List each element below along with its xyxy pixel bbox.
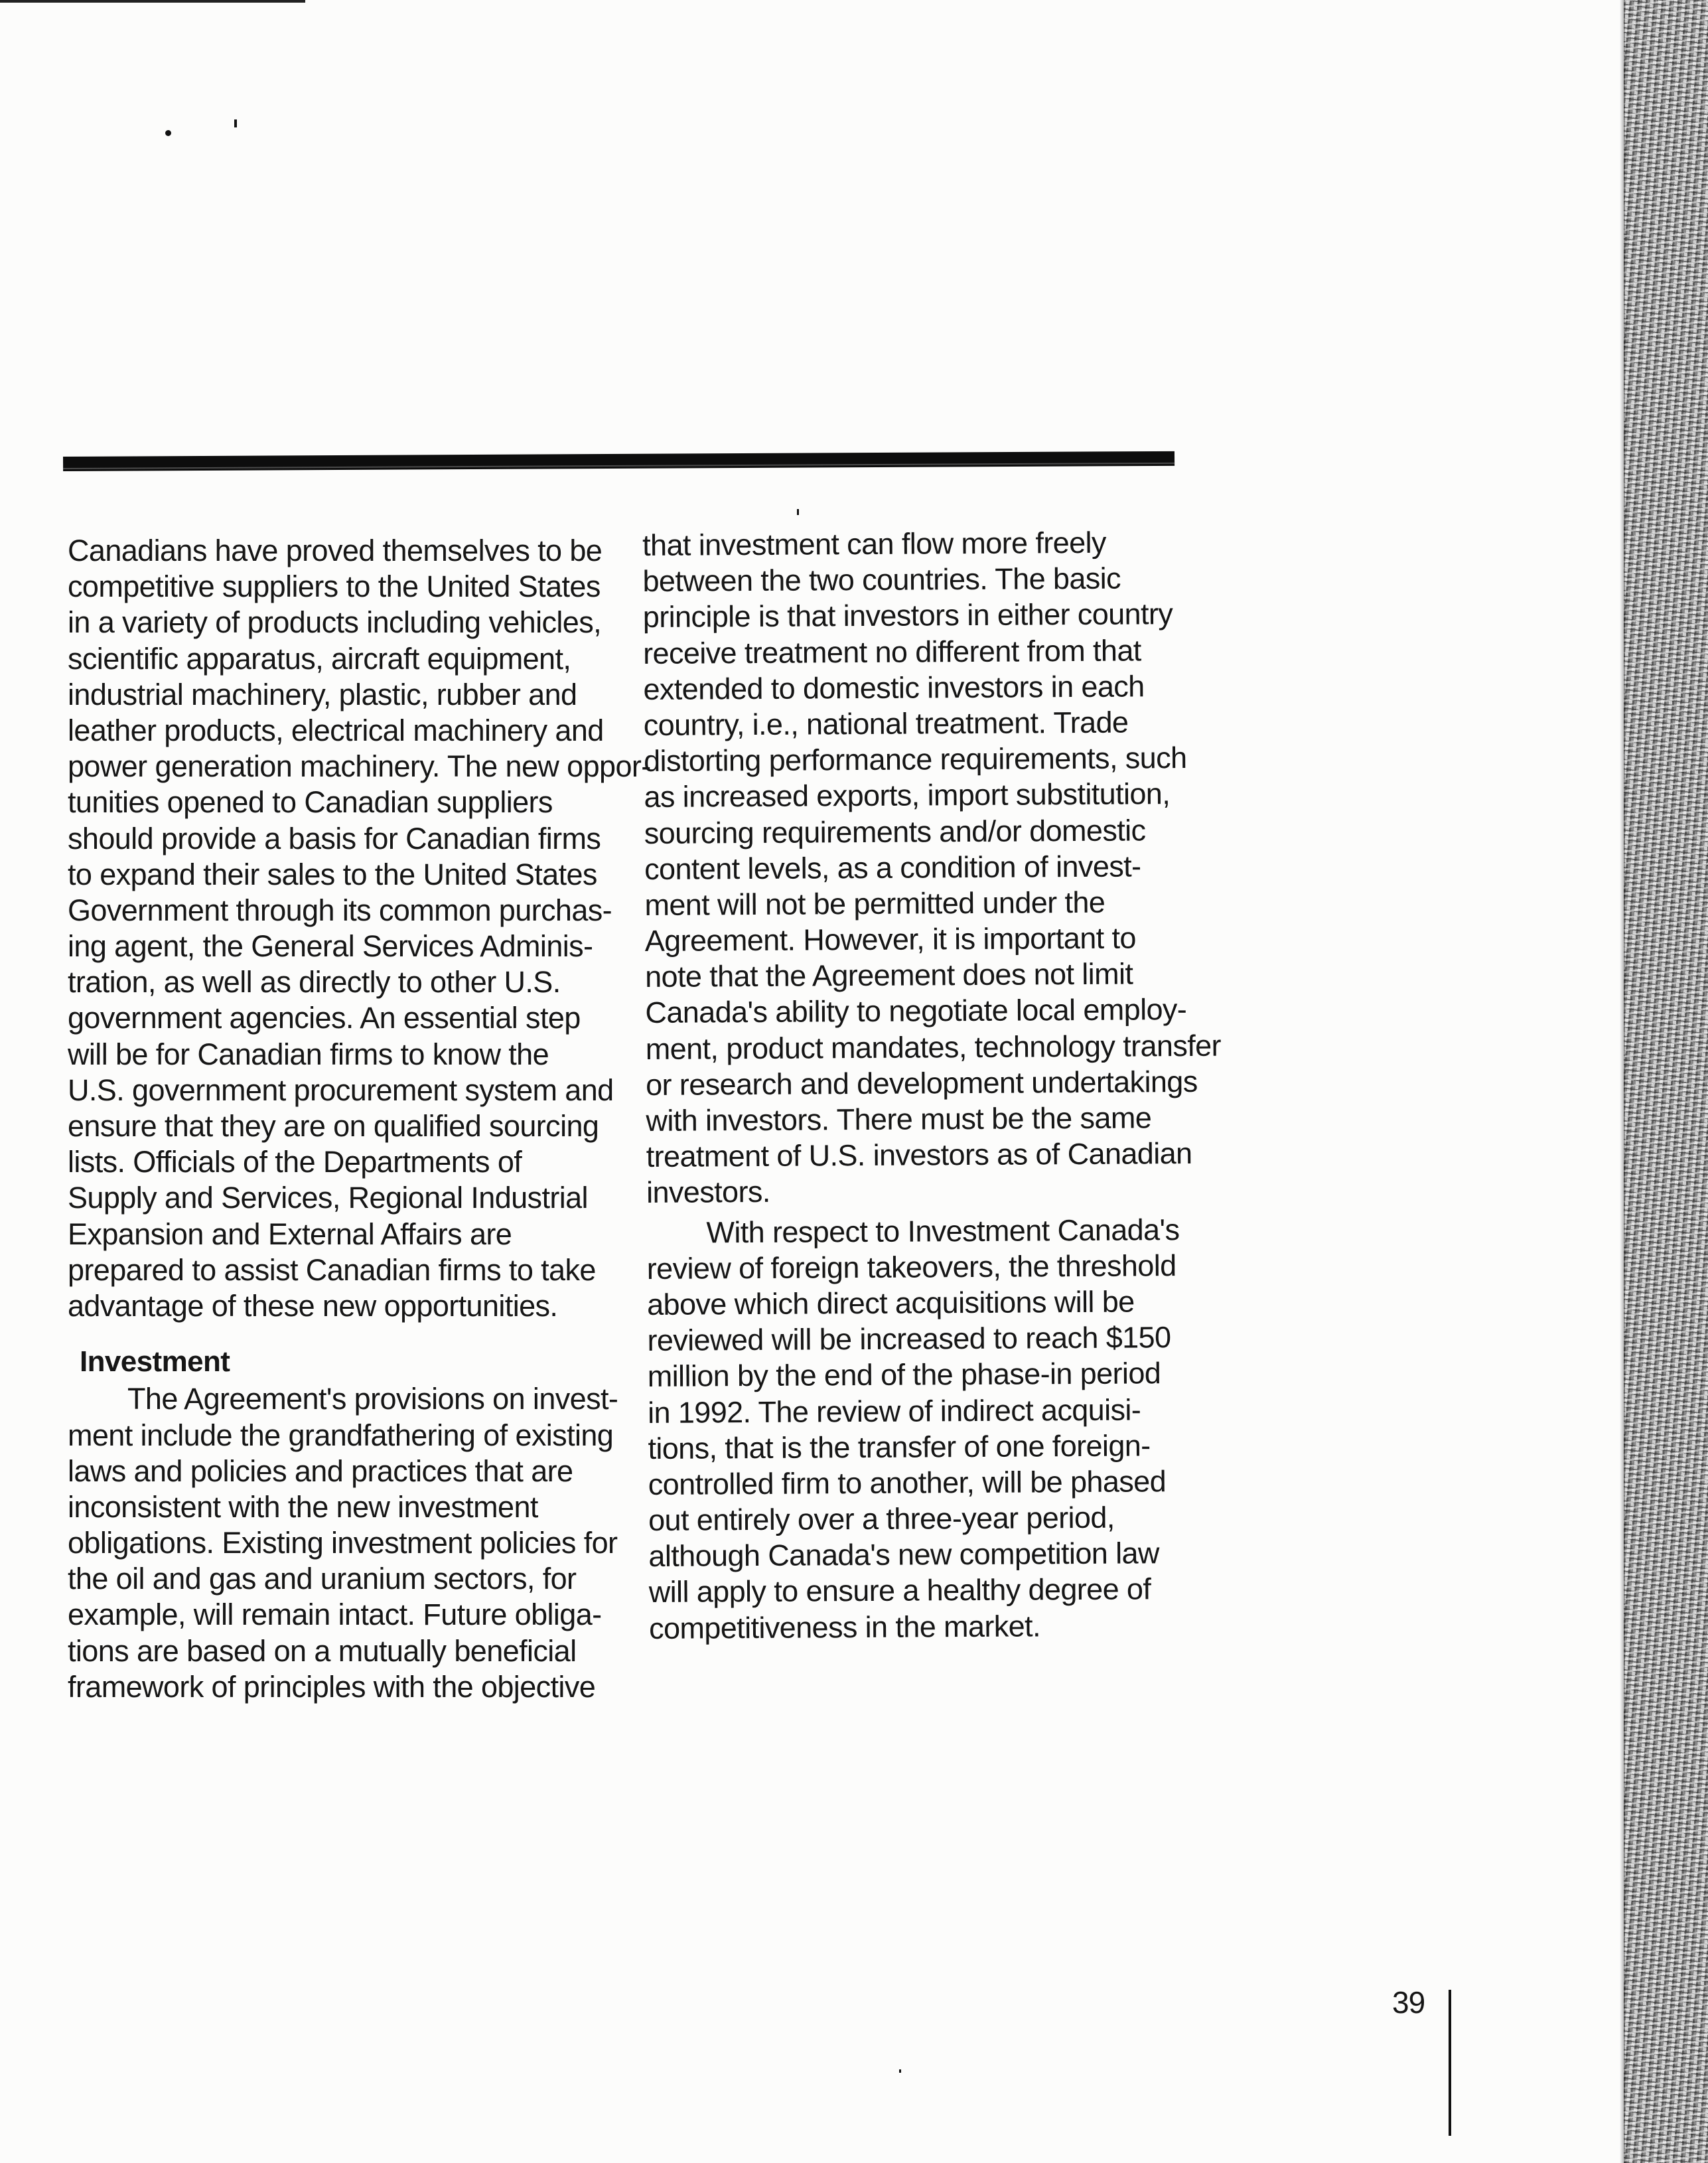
text-line: sourcing requirements and/or domestic (644, 812, 1146, 850)
text-line: prepared to assist Canadian firms to take (68, 1252, 596, 1287)
text-line: ment will not be permitted under the (644, 885, 1105, 922)
text-line: controlled firm to another, will be phased (648, 1464, 1167, 1501)
text-line: between the two countries. The basic (642, 561, 1121, 599)
text-line: although Canada's new competition law (648, 1536, 1159, 1574)
text-line: Agreement. However, it is important to (644, 921, 1136, 958)
text-line: scientific apparatus, aircraft equipment, (68, 641, 571, 676)
text-line: as increased exports, import substitution, (644, 777, 1171, 814)
text-line: investors. (646, 1175, 770, 1210)
book-binding-edge (1624, 0, 1708, 2163)
text-line: ensure that they are on qualified sourcing (68, 1109, 599, 1143)
text-line: receive treatment no different from that (642, 633, 1141, 670)
text-line: advantage of these new opportunities. (68, 1288, 558, 1323)
text-line: country, i.e., national treatment. Trade (643, 705, 1129, 742)
text-line: Government through its common purchas- (68, 893, 612, 927)
text-line: million by the end of the phase-in period (647, 1356, 1161, 1394)
text-line: industrial machinery, plastic, rubber and (68, 677, 577, 711)
text-line: government agencies. An essential step (68, 1001, 581, 1035)
text-line: tunities opened to Canadian suppliers (68, 785, 553, 820)
text-line: out entirely over a three-year period, (648, 1500, 1115, 1538)
text-line: distorting performance requirements, such (643, 741, 1187, 779)
text-line: framework of principles with the objective (68, 1669, 596, 1704)
page-number-rule (1449, 1990, 1451, 2136)
text-line: ment, product mandates, technology transfer (645, 1028, 1222, 1066)
text-line: Canada's ability to negotiate local employ- (645, 992, 1187, 1030)
text-line: The Agreement's provisions on invest- (127, 1382, 618, 1416)
text-line: or research and development undertakings (645, 1064, 1198, 1102)
text-line: extended to domestic investors in each (643, 669, 1145, 706)
scan-top-edge (0, 0, 305, 3)
text-line: competitiveness in the market. (648, 1608, 1041, 1645)
right-column (642, 524, 1220, 1647)
text-line: laws and policies and practices that are (68, 1454, 573, 1488)
text-line: tions, that is the transfer of one foreign- (648, 1428, 1151, 1465)
header-rule (63, 451, 1174, 471)
left-column (68, 533, 651, 1705)
text-line: tration, as well as directly to other U.S. (68, 965, 561, 1000)
page-number: 39 (1392, 1985, 1425, 2020)
text-line: review of foreign takeovers, the threshold (646, 1248, 1176, 1286)
text-line: obligations. Existing investment policies for (68, 1526, 618, 1560)
text-line: Expansion and External Affairs are (68, 1217, 512, 1251)
text-line: example, will remain intact. Future obliga- (68, 1598, 602, 1632)
text-line: tions are based on a mutually beneficial (68, 1633, 577, 1668)
text-line: will apply to ensure a healthy degree of (648, 1572, 1151, 1609)
scan-speck (899, 2069, 901, 2073)
scan-speck (797, 509, 799, 515)
section-heading: Investment (80, 1345, 230, 1379)
text-line: inconsistent with the new investment (68, 1489, 538, 1524)
text-line: principle is that investors in either country (642, 597, 1173, 634)
text-line: that investment can flow more freely (642, 525, 1107, 562)
text-line: lists. Officials of the Departments of (68, 1145, 522, 1179)
text-line: leather products, electrical machinery and (68, 713, 604, 747)
text-line: ment include the grandfathering of existing (68, 1418, 614, 1452)
text-line: power generation machinery. The new oppor- (68, 749, 651, 784)
text-line: U.S. government procurement system and (68, 1073, 614, 1107)
text-line: With respect to Investment Canada's (706, 1212, 1180, 1249)
text-line: ing agent, the General Services Adminis- (68, 929, 593, 964)
text-line: in a variety of products including vehicles, (68, 605, 602, 640)
text-line: competitive suppliers to the United States (68, 569, 601, 604)
text-line: Canadians have proved themselves to be (68, 534, 603, 567)
scan-speck (234, 119, 237, 127)
text-line: to expand their sales to the United States (68, 857, 597, 891)
text-line: note that the Agreement does not limit (644, 956, 1133, 994)
text-line: will be for Canadian firms to know the (68, 1037, 549, 1071)
text-line: in 1992. The review of indirect acquisi- (647, 1392, 1141, 1430)
scan-speck (165, 130, 171, 136)
text-line: Supply and Services, Regional Industrial (68, 1181, 588, 1215)
text-line: content levels, as a condition of invest- (644, 849, 1141, 886)
text-line: treatment of U.S. investors as of Canadian (646, 1136, 1192, 1174)
text-line: the oil and gas and uranium sectors, for (68, 1562, 577, 1596)
text-line: with investors. There must be the same (646, 1100, 1152, 1138)
text-line: should provide a basis for Canadian firms (68, 821, 601, 856)
text-line: reviewed will be increased to reach $150 (647, 1320, 1171, 1358)
text-line: above which direct acquisitions will be (646, 1284, 1135, 1321)
